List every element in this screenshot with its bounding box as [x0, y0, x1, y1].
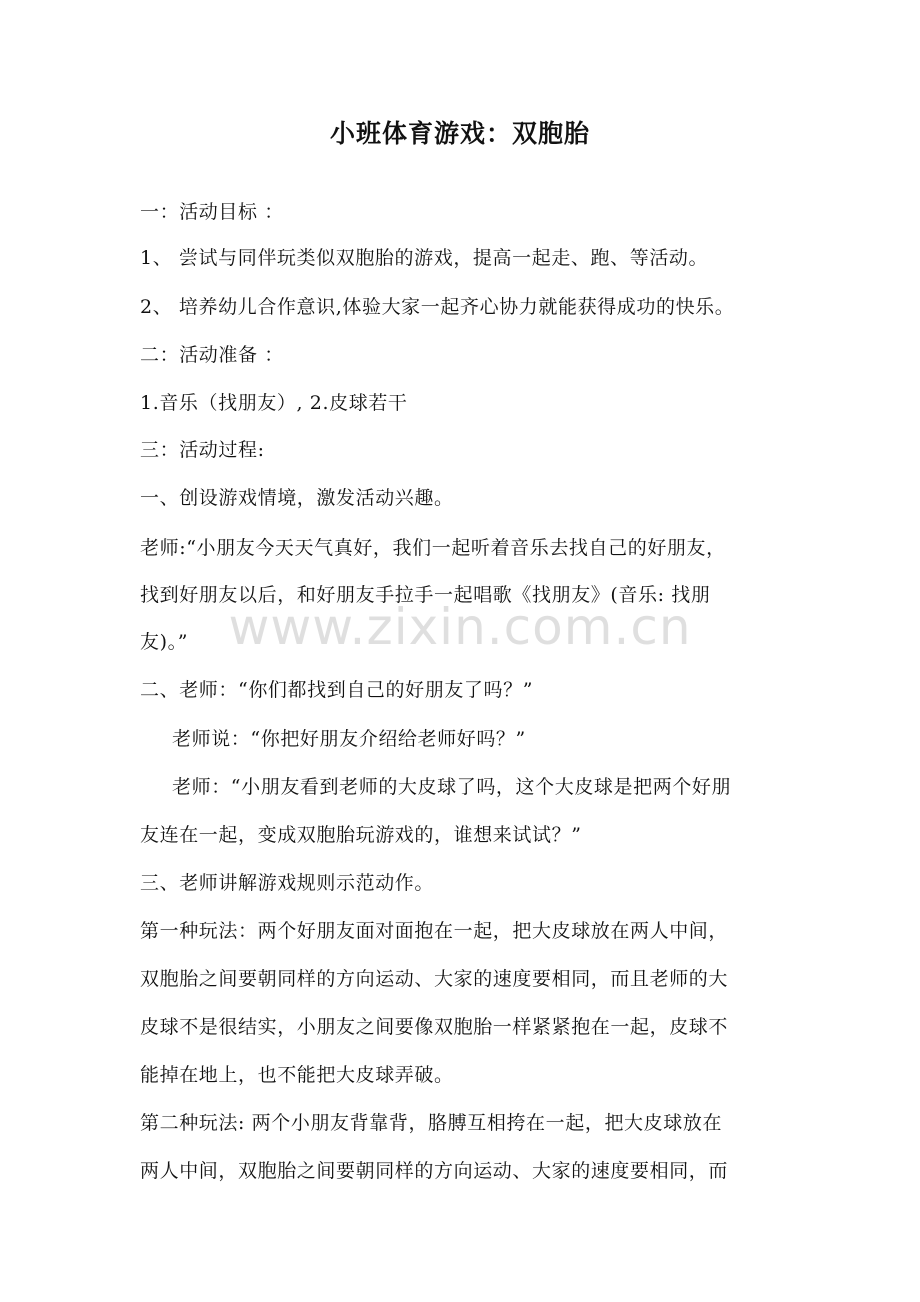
paragraph-line: 两人中间，双胞胎之间要朝同样的方向运动、大家的速度要相同，而 [140, 1160, 729, 1182]
paragraph-line: 一、创设游戏情境，激发活动兴趣。 [140, 487, 454, 509]
section-heading-preparation: 二：活动准备 ： [140, 344, 284, 366]
paragraph-line: 第一种玩法：两个好朋友面对面抱在一起，把大皮球放在两人中间， [140, 920, 729, 942]
paragraph-line: 老师：“小朋友看到老师的大皮球了吗，这个大皮球是把两个好朋 [172, 776, 732, 798]
paragraph-line: 友连在一起，变成双胞胎玩游戏的，谁想来试试？” [140, 824, 582, 846]
paragraph-line: 老师说：“你把好朋友介绍给老师好吗？” [172, 728, 526, 750]
paragraph-line: 能掉在地上，也不能把大皮球弄破。 [140, 1064, 454, 1086]
watermark: www.zixin.com.cn [228, 598, 692, 656]
paragraph-line: 三、老师讲解游戏规则示范动作。 [140, 872, 435, 894]
paragraph-line: 找到好朋友以后，和好朋友手拉手一起唱歌《找朋友》(音乐: 找朋 [140, 584, 711, 606]
section-heading-objectives: 一：活动目标 ： [140, 201, 284, 223]
paragraph-line: 2、 培养幼儿合作意识,体验大家一起齐心协力就能获得成功的快乐。 [140, 296, 735, 318]
section-heading-process: 三：活动过程: [140, 439, 265, 461]
paragraph-line: 1、 尝试与同伴玩类似双胞胎的游戏，提高一起走、跑、等活动。 [140, 247, 709, 269]
paragraph-line: 1.音乐（找朋友）, 2.皮球若干 [140, 392, 408, 414]
paragraph-line: 皮球不是很结实，小朋友之间要像双胞胎一样紧紧抱在一起，皮球不 [140, 1016, 729, 1038]
paragraph-line: 二、老师：“你们都找到自己的好朋友了吗？” [140, 679, 534, 701]
document-title: 小班体育游戏：双胞胎 [329, 119, 590, 148]
paragraph-line: 第二种玩法: 两个小朋友背靠背，胳膊互相挎在一起，把大皮球放在 [140, 1112, 723, 1134]
paragraph-line: 老师:“小朋友今天天气真好，我们一起听着音乐去找自己的好朋友， [140, 537, 726, 559]
paragraph-line: 双胞胎之间要朝同样的方向运动、大家的速度要相同，而且老师的大 [140, 968, 729, 990]
paragraph-line: 友)。” [140, 631, 189, 653]
